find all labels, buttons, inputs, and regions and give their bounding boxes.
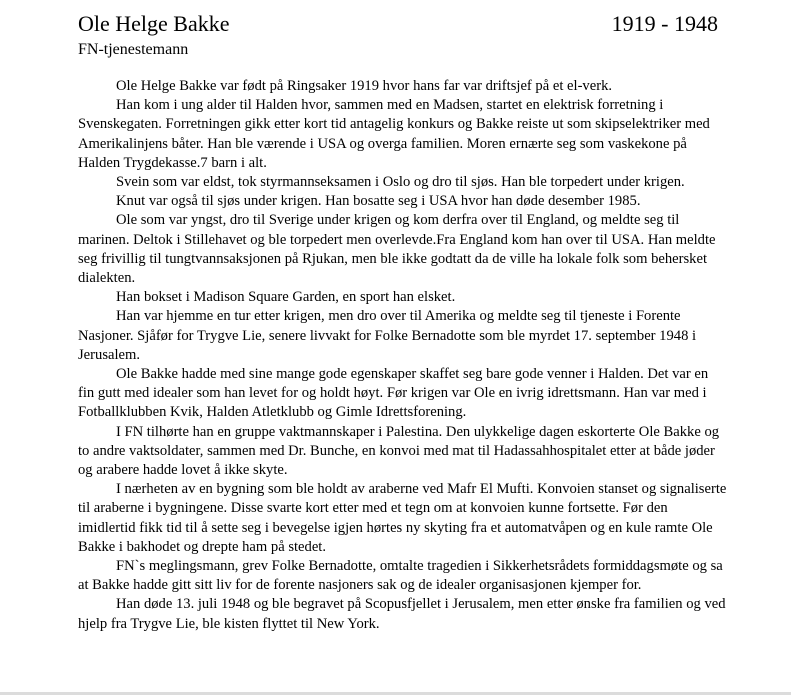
person-name-heading: Ole Helge Bakke	[78, 11, 230, 36]
paragraph: I nærheten av en bygning som ble holdt av araberne ved Mafr El Mufti. Konvoien stanset og signaliserte til araberne i bygningene. Disse svarte kort etter med et tegn om at konvoien kunne fortsette. Før den imidlertid fikk tid til å sette seg i bevegelse igjen hørtes ny skyting fra et automatvåpen og en kule ramte Ole Bakke i bakhodet og drepte ham på stedet.	[78, 481, 727, 555]
life-years-heading: 1919 - 1948	[611, 11, 718, 36]
paragraph: Ole som var yngst, dro til Sverige under krigen og kom derfra over til England, og meldte seg til marinen. Deltok i Stillehavet og ble torpedert men overlevde.Fra England kom han over til USA. Han meldte seg frivillig til tungtvannsaksjonen på Rjukan, men ble ikke godtatt da de ville ha lokale folk som behersket dialekten.	[78, 212, 716, 287]
occupation-subtitle: FN-tjenestemann	[78, 41, 189, 58]
paragraph: FN`s meglingsmann, grev Folke Bernadotte, omtalte tragedien i Sikkerhetsrådets formiddagsmøte og sa at Bakke hadde gitt sitt liv for de forente nasjoners sak og de idealer organisasjonen kjemper for.	[78, 558, 723, 594]
paragraph: Ole Helge Bakke var født på Ringsaker 1919 hvor hans far var driftsjef på et el-verk.	[116, 78, 613, 94]
paragraph: Knut var også til sjøs under krigen. Han bosatte seg i USA hvor han døde desember 1985.	[116, 193, 641, 210]
paragraph: Ole Bakke hadde med sine mange gode egenskaper skaffet seg bare gode venner i Halden. Det var en fin gutt med idealer som han levet for og holdt høyt. Før krigen var Ole en ivrig idrettsmann. Han var med i Fotballklubben Kvik, Halden Atletklubb og Gimle Idrettsforening.	[78, 366, 709, 421]
biography-text	[78, 77, 728, 634]
paragraph: Han bokset i Madison Square Garden, en sport han elsket.	[116, 289, 456, 306]
paragraph: Han kom i ung alder til Halden hvor, sammen med en Madsen, startet en elektrisk forretning i Svenskegaten. Forretningen gikk etter kort tid antagelig konkurs og Bakke reiste ut som skipselektriker med Amerikalinjens båter. Han ble værende i USA og overga familien. Moren ernærte seg som vaskekone på Halden Trygdekasse.7 barn i alt.	[78, 97, 710, 171]
paragraph: Han var hjemme en tur etter krigen, men dro over til Amerika og meldte seg til tjeneste i Forente Nasjoner. Sjåfør for Trygve Lie, senere livvakt for Folke Bernadotte som ble myrdet 17. september 1948 i Jerusalem.	[78, 308, 697, 363]
paragraph: Svein som var eldst, tok styrmannseksamen i Oslo og dro til sjøs. Han ble torpedert under krigen.	[116, 174, 685, 191]
paragraph: I FN tilhørte han en gruppe vaktmannskaper i Palestina. Den ulykkelige dagen eskorterte Ole Bakke og to andre vaktsoldater, sammen med Dr. Bunche, en konvoi med mat til Hadassahhospitalet etter at både jøder og arabere hadde lovet å ikke skyte.	[78, 423, 720, 479]
paragraph: Han døde 13. juli 1948 og ble begravet på Scopusfjellet i Jerusalem, men etter ønske fra familien og ved hjelp fra Trygve Lie, ble kisten flyttet til New York.	[78, 596, 726, 632]
